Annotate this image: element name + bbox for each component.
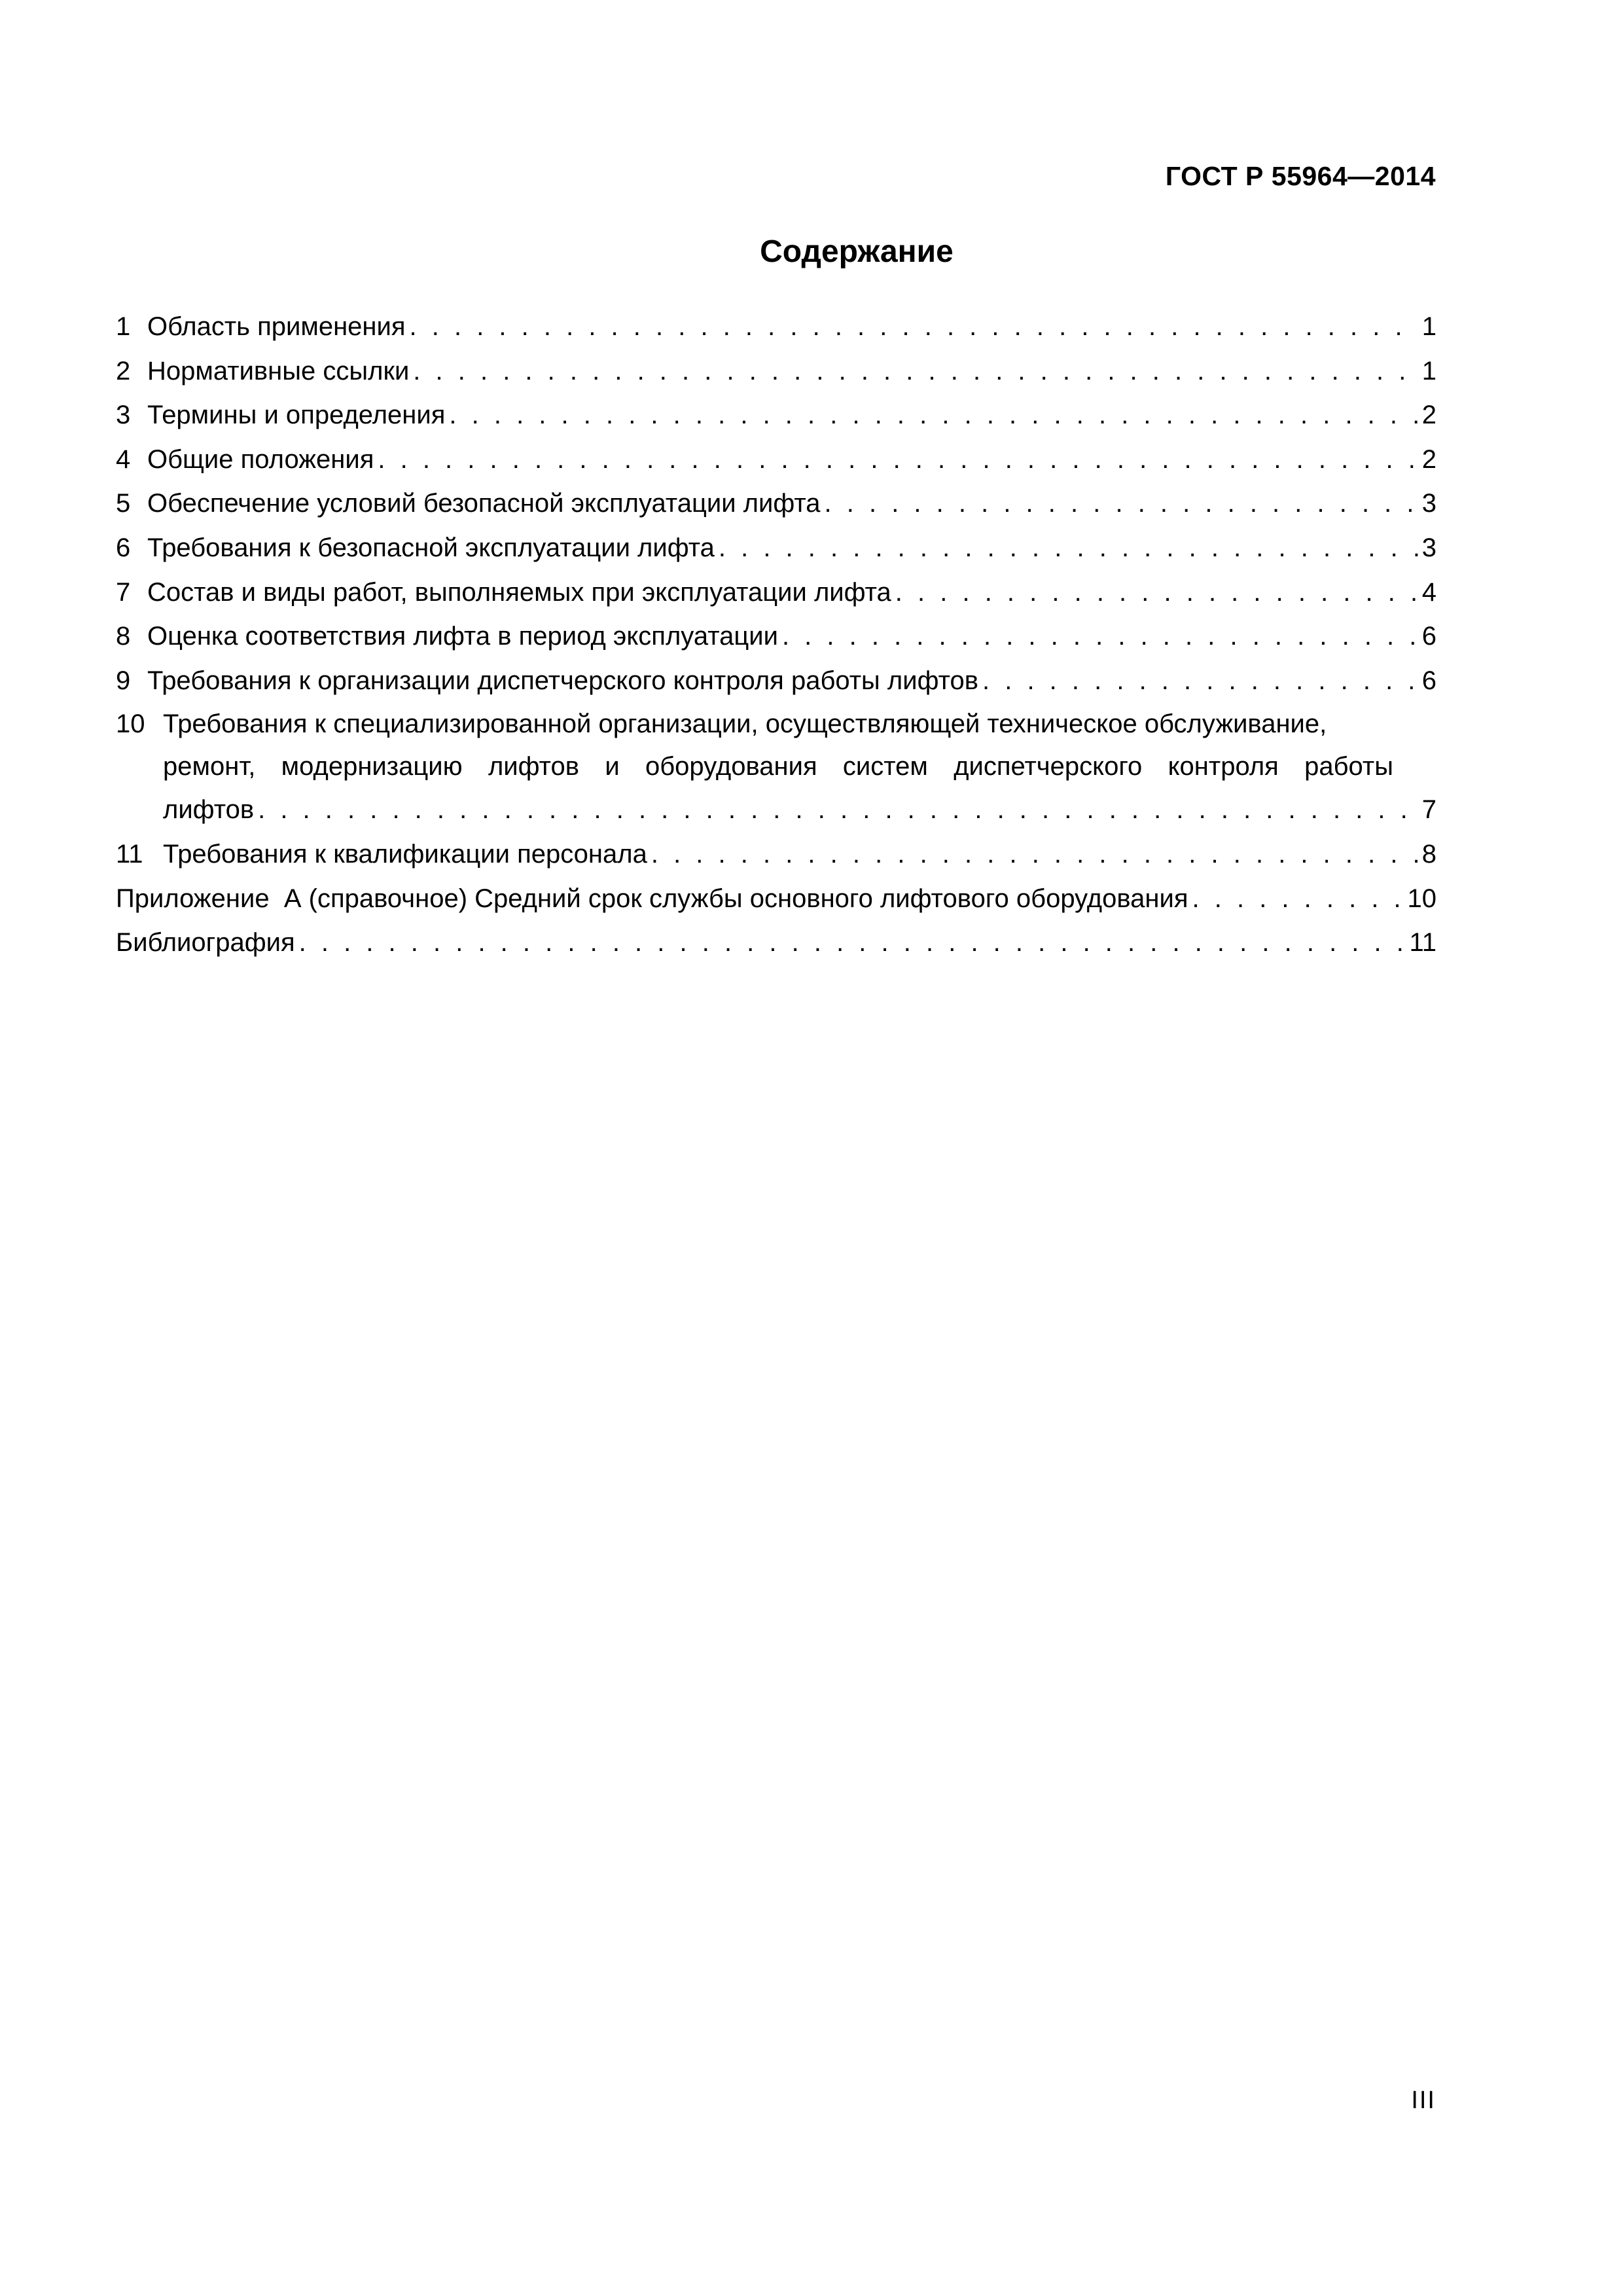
toc-entry-page: 10 <box>1407 884 1436 913</box>
toc-entry-label: Термины и определения <box>147 401 446 430</box>
toc-entry-number: 11 <box>116 839 143 869</box>
toc-entry[interactable] <box>116 833 1436 877</box>
toc-entry-page: 6 <box>1421 666 1436 695</box>
toc-entry-number: 7 <box>116 577 131 607</box>
page-number: III <box>1411 2087 1436 2114</box>
toc-entry-page: 2 <box>1421 444 1436 474</box>
toc-entry-bibliography[interactable] <box>116 921 1436 965</box>
toc-word: модернизацию <box>281 752 463 781</box>
toc-entry-number: 6 <box>116 533 131 562</box>
toc-entry-label: Приложение А (справочное) Средний срок службы основного лифтового оборудования <box>116 884 1188 913</box>
toc-entry-page: 1 <box>1421 312 1436 341</box>
toc-entry-number: 8 <box>116 622 131 651</box>
toc-entry-appendix[interactable] <box>116 877 1436 922</box>
toc-word: контроля <box>1168 752 1279 781</box>
toc-entry[interactable] <box>116 305 1436 350</box>
toc-word: систем <box>842 752 928 781</box>
toc-entry-label: Требования к безопасной эксплуатации лифта <box>147 533 715 562</box>
table-of-contents <box>116 305 1436 965</box>
toc-dot-leader <box>719 526 1418 571</box>
toc-entry-label: Состав и виды работ, выполняемых при эксплуатации лифта <box>147 577 891 607</box>
toc-word: и <box>605 752 620 781</box>
toc-dot-leader <box>895 571 1418 615</box>
toc-entry-number: 9 <box>116 666 131 695</box>
toc-dot-leader <box>782 615 1418 659</box>
toc-entry[interactable] <box>116 350 1436 394</box>
toc-entry-page: 3 <box>1421 489 1436 518</box>
toc-entry-label-line1: Требования к специализированной организации, осуществляющей техническое обслуживание, <box>163 709 1327 739</box>
toc-entry-label-line3: лифтов <box>163 795 255 825</box>
toc-dot-leader <box>410 305 1418 350</box>
toc-entry-line <box>116 745 1436 788</box>
toc-entry[interactable] <box>116 482 1436 526</box>
toc-entry-number: 3 <box>116 401 131 430</box>
toc-entry-page: 1 <box>1421 356 1436 386</box>
toc-entry[interactable] <box>116 438 1436 482</box>
toc-entry-line <box>116 788 1436 833</box>
toc-entry-number: 5 <box>116 489 131 518</box>
toc-dot-leader <box>449 393 1418 438</box>
toc-word: лифтов <box>488 752 580 781</box>
toc-entry-label: Требования к квалификации персонала <box>163 839 647 869</box>
toc-entry-label: Общие положения <box>147 444 374 474</box>
toc-entry-label-line2 <box>163 745 1393 788</box>
toc-word: оборудования <box>645 752 817 781</box>
toc-entry[interactable] <box>116 571 1436 615</box>
toc-entry-label: Требования к организации диспетчерского контроля работы лифтов <box>147 666 978 695</box>
toc-entry-line <box>116 703 1436 745</box>
toc-entry-page: 7 <box>1421 795 1436 825</box>
toc-dot-leader <box>825 482 1418 526</box>
toc-dot-leader <box>651 833 1418 877</box>
toc-entry-number: 2 <box>116 356 131 386</box>
toc-entry-page: 4 <box>1421 577 1436 607</box>
document-code: ГОСТ Р 55964—2014 <box>1165 161 1436 191</box>
toc-dot-leader <box>413 350 1418 394</box>
toc-entry-label: Библиография <box>116 928 295 958</box>
toc-title: Содержание <box>760 234 954 269</box>
toc-entry-label: Оценка соответствия лифта в период эксплуатации <box>147 622 778 651</box>
toc-entry-page: 2 <box>1421 401 1436 430</box>
toc-entry[interactable] <box>116 659 1436 704</box>
toc-dot-leader <box>299 921 1406 965</box>
toc-entry-multiline[interactable] <box>116 703 1436 833</box>
toc-entry-page: 11 <box>1409 928 1436 958</box>
toc-entry[interactable] <box>116 393 1436 438</box>
toc-entry-label: Обеспечение условий безопасной эксплуатации лифта <box>147 489 821 518</box>
toc-dot-leader <box>378 438 1418 482</box>
toc-entry-page: 6 <box>1421 622 1436 651</box>
toc-dot-leader <box>258 788 1418 833</box>
toc-entry[interactable] <box>116 615 1436 659</box>
toc-word: работы <box>1304 752 1393 781</box>
toc-word: диспетчерского <box>954 752 1143 781</box>
toc-word: ремонт, <box>163 752 256 781</box>
toc-entry-page: 3 <box>1421 533 1436 562</box>
toc-entry-page: 8 <box>1421 839 1436 869</box>
toc-entry[interactable] <box>116 526 1436 571</box>
toc-entry-number: 1 <box>116 312 131 341</box>
toc-dot-leader <box>982 659 1418 704</box>
toc-entry-label: Нормативные ссылки <box>147 356 410 386</box>
toc-entry-number: 10 <box>116 709 145 739</box>
toc-entry-label: Область применения <box>147 312 406 341</box>
toc-entry-number: 4 <box>116 444 131 474</box>
toc-dot-leader <box>1192 877 1404 922</box>
